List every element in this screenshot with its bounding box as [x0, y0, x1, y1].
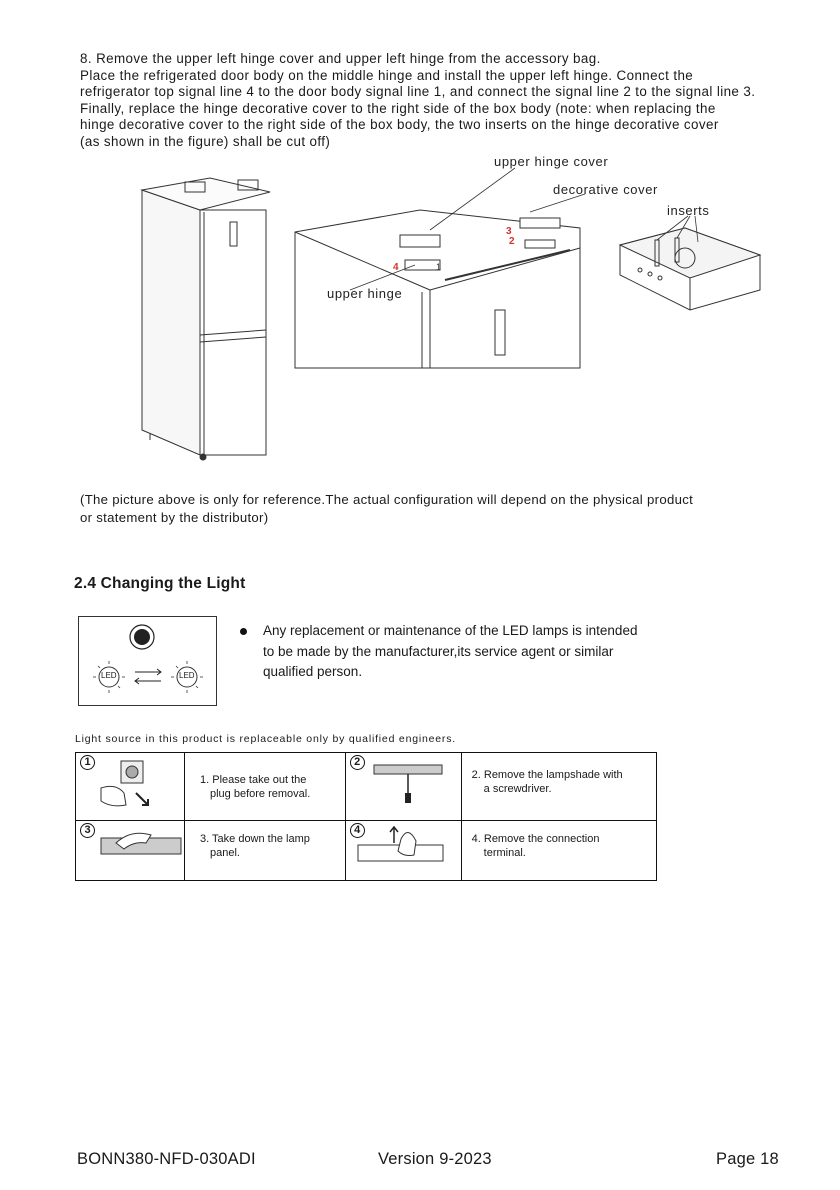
step-text: plug before removal.: [210, 787, 311, 800]
step-2-image-cell: [345, 753, 461, 821]
led-replacement-icon: [79, 617, 218, 707]
led-label-left: LED: [101, 671, 117, 680]
step-4-text-cell: [461, 821, 656, 881]
step-number: 1: [80, 755, 95, 770]
bullet-dot: [240, 628, 247, 635]
label-upper-hinge-cover: upper hinge cover: [494, 154, 609, 169]
step-number: 2: [350, 755, 365, 770]
callout-1: 1: [436, 262, 442, 272]
step-3-image-cell: [76, 821, 185, 881]
step-3-text-cell: [185, 821, 346, 881]
bullet-line: to be made by the manufacturer,its service agent or similar: [263, 643, 614, 659]
step-text: panel.: [210, 846, 240, 859]
step-text: 4. Remove the connection: [471, 833, 600, 845]
led-label-right: LED: [179, 671, 195, 680]
footer-model: BONN380-NFD-030ADI: [77, 1150, 256, 1168]
step-1-text-cell: [185, 753, 346, 821]
step-text: terminal.: [483, 846, 526, 859]
decorative-cover-detail: [620, 228, 760, 310]
step-text: 3. Take down the lamp: [200, 833, 310, 845]
step-text: 2. Remove the lampshade with: [471, 769, 623, 781]
instruction-line: hinge decorative cover to the right side of the box body, the two inserts on the hinge decorative cover: [80, 117, 719, 133]
bullet-line: qualified person.: [263, 664, 363, 679]
instruction-line: 8. Remove the upper left hinge cover and upper left hinge from the accessory bag.: [80, 51, 601, 66]
instruction-paragraph: [80, 51, 755, 151]
step-number: 4: [350, 823, 365, 838]
callout-2: 2: [509, 236, 515, 247]
callout-4: 4: [393, 262, 399, 273]
instruction-line: Finally, replace the hinge decorative cover to the right side of the box body (note: when replacing the: [80, 100, 716, 116]
bullet-text: [263, 621, 637, 683]
instruction-line: Place the refrigerated door body on the middle hinge and install the upper left hinge. Connect the: [80, 67, 694, 83]
disclaimer: [80, 491, 693, 526]
instruction-line: (as shown in the figure) shall be cut off): [80, 133, 331, 149]
step-4-image-cell: [345, 821, 461, 881]
bullet-line: Any replacement or maintenance of the LED lamps is intended: [263, 623, 638, 638]
label-inserts: inserts: [667, 203, 710, 218]
footer-version: Version 9-2023: [378, 1150, 492, 1168]
hinge-installation-figure: [130, 150, 780, 470]
step-2-text-cell: [461, 753, 656, 821]
step-text: 1. Please take out the: [200, 774, 307, 786]
led-warning-box: [78, 616, 217, 706]
step-number: 3: [80, 823, 95, 838]
step-1-image-cell: [76, 753, 185, 821]
label-decorative-cover: decorative cover: [553, 182, 658, 197]
disclaimer-line: (The picture above is only for reference.The actual configuration will depend on the physical product: [80, 492, 694, 507]
disclaimer-line: or statement by the distributor): [80, 509, 269, 525]
label-upper-hinge: upper hinge: [327, 286, 403, 301]
callout-3: 3: [506, 226, 512, 237]
fridge-full-illustration: [142, 178, 270, 460]
technician-icon: [134, 629, 150, 645]
step-text: a screwdriver.: [483, 782, 552, 795]
instruction-line: refrigerator top signal line 4 to the door body signal line 1, and connect the signal line 2 to the signal line 3.: [80, 84, 756, 100]
replacement-note: Light source in this product is replaceable only by qualified engineers.: [75, 733, 456, 745]
footer-page: Page 18: [716, 1150, 779, 1168]
steps-table: [75, 752, 657, 881]
section-title: 2.4 Changing the Light: [74, 575, 246, 592]
